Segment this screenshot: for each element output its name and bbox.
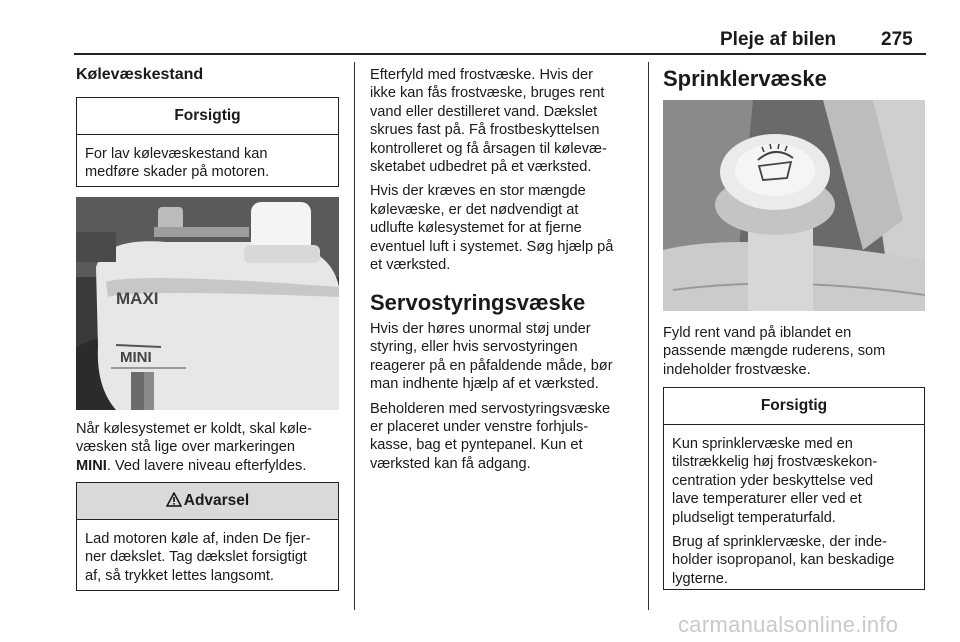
text-line: For lav kølevæskestand kan [85,146,268,162]
warning-box-coolant [76,482,339,591]
washer-fluid-cap-illustration [663,100,925,311]
coolant-refill-text [370,66,645,280]
text-line: Efterfyld med frostvæske. Hvis der [370,67,594,83]
min-mark-label: MINI [120,349,152,366]
text-line: Hvis der høres unormal støj under [370,321,591,337]
header-rule [74,53,926,55]
caution-box-title: Forsigtig [664,388,924,425]
text-line: skrues fast på. Få frostbeskyttelsen [370,122,600,139]
text-line: reagerer på en påfaldende måde, bør [370,357,613,374]
washer-fluid-cap-photo [663,100,925,311]
text-line: eventuel luft i systemet. Søg hjælp på [370,238,614,255]
text-line: væsken stå lige over markeringen [76,439,296,456]
paragraph [370,66,645,176]
text-line: man indhente hjælp af et værksted. [370,376,599,393]
warning-title-text: Advarsel [183,492,250,509]
text-line: ner dækslet. Tag dækslet forsigtigt [85,549,307,566]
text-line: Brug af sprinklervæske, der inde- [672,534,887,551]
text-line: kølevæske, er det nødvendigt at [370,201,579,218]
caution-box-washer-fluid [663,387,925,590]
paragraph [370,320,645,394]
caution-box-coolant [76,97,339,187]
coolant-reservoir-photo [76,197,339,410]
coolant-check-text [76,420,346,475]
text-line: kasse, bag et pyntepanel. Kun et [370,437,583,454]
text-line: passende mængde ruderens, som [663,343,886,360]
washer-fluid-text [663,324,931,379]
text-line: er placeret under venstre forhjuls- [370,419,589,436]
column-separator [354,62,355,610]
text-line: Fyld rent vand på iblandet en [663,325,852,341]
caution-box-text [77,135,338,188]
text-line: Lad motoren køle af, inden De fjer- [85,531,311,547]
text-line: styring, eller hvis servostyringen [370,339,578,356]
text-line: udlufte kølesystemet for at fjerne [370,220,582,237]
text-line: lave temperaturer eller ved et [672,491,862,508]
coolant-reservoir-illustration [76,197,339,410]
paragraph [672,533,916,588]
text-line: vand eller destilleret vand. Dækslet [370,103,598,120]
text-line: et værksted. [370,257,451,274]
text-line: kontrolleret og få årsagen til kølevæ- [370,140,607,157]
section-heading-coolant-level: Kølevæskestand [76,66,204,83]
text-line: sketabet udbedret på et værksted. [370,159,592,176]
caution-box-title: Forsigtig [77,98,338,135]
warning-triangle-icon [166,485,182,521]
text-line: Når kølesystemet er koldt, skal køle- [76,421,312,437]
min-mark-reference: MINI [76,457,107,474]
warning-box-title [77,483,338,520]
warning-box-text [77,520,338,591]
paragraph [672,435,916,527]
text-line: centration yder beskyttelse ved [672,472,874,489]
column-separator [648,62,649,610]
text-line [76,457,346,475]
power-steering-text [370,320,645,479]
text-line: ikke kan fås frostvæske, bruges rent [370,85,605,102]
text-line: indeholder frostvæske. [663,361,811,378]
paragraph [370,400,645,474]
text-line: Hvis der kræves en stor mængde [370,183,586,200]
text-line: værksted kan få adgang. [370,455,531,472]
max-mark-label: MAXI [116,289,159,308]
running-title: Pleje af bilen [720,29,837,50]
text-line: af, så trykket lettes langsomt. [85,567,274,584]
text-line: pludseligt temperaturfald. [672,509,836,526]
caution-box-text [664,425,924,600]
page-number: 275 [881,29,913,50]
text-fragment: . Ved lavere niveau efterfyldes. [106,457,307,474]
text-line: Kun sprinklervæske med en [672,436,853,452]
text-line: lygterne. [672,570,728,587]
text-line: Beholderen med servostyringsvæske [370,400,611,417]
section-heading-washer-fluid: Sprinklervæske [663,66,827,91]
section-heading-power-steering: Servostyringsvæske [370,290,586,315]
paragraph [370,182,645,274]
text-line: medføre skader på motoren. [85,164,270,181]
text-line: holder isopropanol, kan beskadige [672,552,895,569]
watermark: carmanualsonline.info [678,612,899,637]
text-line: tilstrækkelig høj frostvæskekon- [672,454,878,471]
